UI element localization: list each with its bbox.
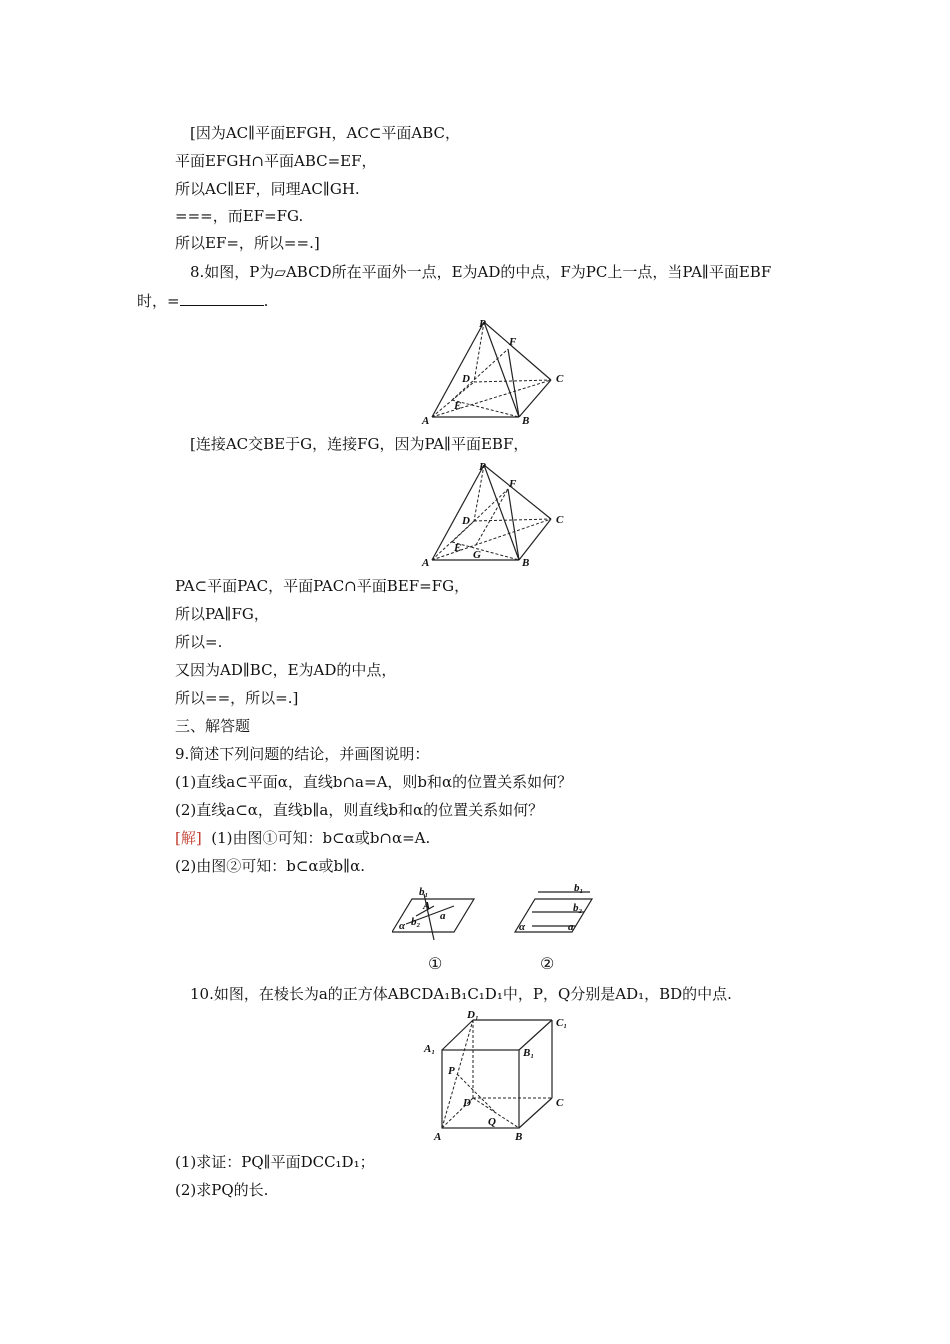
label-G: G (473, 549, 481, 561)
section-heading: 三、解答题 (175, 717, 251, 735)
text-line: 又因为AD∥BC，E为AD的中点， (175, 661, 397, 679)
label-P: P (479, 318, 486, 330)
question-10-part-2: (2)求PQ的长. (175, 1181, 269, 1199)
label-B1: B₁ (523, 1047, 535, 1059)
label-A: A (434, 1131, 442, 1142)
label-D: D (462, 515, 470, 527)
label-alpha: α (519, 921, 526, 933)
label-b2: b₂ (573, 902, 583, 914)
question-9-part-1: (1)直线a⊂平面α，直线b∩a=A，则b和α的位置关系如何？ (175, 773, 573, 791)
text-line: [连接AC交BE于G，连接FG，因为PA∥平面EBF， (190, 435, 529, 453)
answer-blank (180, 291, 264, 306)
label-F: F (509, 336, 517, 348)
plane-figure-1 (392, 884, 482, 974)
label-B: B (522, 415, 530, 427)
label-a: a (568, 921, 574, 933)
plane-figure-2 (510, 884, 600, 974)
label-C: C (556, 1097, 564, 1109)
figure-number: ② (540, 956, 555, 973)
label-A: A (423, 900, 431, 912)
text-line: 所以AC∥EF，同理AC∥GH. (175, 180, 360, 198)
label-F: F (509, 478, 517, 490)
text-line: (2)由图②可知：b⊂α或b∥α. (175, 857, 365, 875)
text-line: [因为AC∥平面EFGH，AC⊂平面ABC， (190, 124, 461, 142)
question-8-cont (137, 291, 268, 311)
question-9-part-2: (2)直线a⊂α，直线b∥a，则直线b和α的位置关系如何？ (175, 801, 544, 819)
label-B: B (515, 1131, 523, 1142)
label-b2: b₂ (411, 916, 421, 928)
label-alpha: α (399, 920, 406, 932)
label-Q: Q (488, 1116, 496, 1128)
label-C1: C₁ (556, 1017, 568, 1029)
label-E: E (454, 542, 462, 554)
text-line: ===，而EF=FG. (175, 207, 304, 225)
cube-figure (420, 1010, 580, 1142)
label-D: D (463, 1097, 471, 1109)
label-b1: b₁ (574, 884, 584, 894)
answer-text: (1)由图①可知：b⊂α或b∩α=A. (211, 829, 431, 847)
label-D: D (462, 373, 470, 385)
label-A1: A₁ (424, 1043, 436, 1055)
label-P: P (479, 461, 486, 473)
label-C: C (556, 514, 564, 526)
text-line: 所以EF=，所以==.] (175, 234, 320, 252)
answer-line (175, 828, 430, 848)
text-line: 所以=. (175, 633, 223, 651)
text-line: 所以==，所以=.] (175, 689, 299, 707)
question-8: 8.如图，P为▱ABCD所在平面外一点，E为AD的中点，F为PC上一点，当PA∥平面EBF (190, 263, 772, 281)
figure-number: ① (428, 956, 443, 973)
label-A: A (422, 557, 430, 569)
pyramid-figure-1 (418, 314, 578, 430)
label-b1: b₁ (419, 886, 429, 898)
label-E: E (454, 400, 462, 412)
answer-tag: [解] (175, 829, 202, 847)
question-10-part-1: (1)求证：PQ∥平面DCC₁D₁； (175, 1153, 375, 1171)
question-8-end: . (263, 292, 269, 310)
text-line: PA⊂平面PAC，平面PAC∩平面BEF=FG， (175, 577, 470, 595)
text-line: 所以PA∥FG， (175, 605, 269, 623)
label-D1: D₁ (467, 1010, 479, 1021)
label-B: B (522, 557, 530, 569)
label-P: P (448, 1065, 455, 1077)
question-9: 9.简述下列问题的结论，并画图说明： (175, 745, 430, 763)
label-A: A (422, 415, 430, 427)
question-10: 10.如图，在棱长为a的正方体ABCDA₁B₁C₁D₁中，P，Q分别是AD₁，BD的中点. (190, 985, 732, 1003)
label-a: a (440, 910, 446, 922)
label-C: C (556, 373, 564, 385)
pyramid-figure-2 (418, 457, 578, 573)
question-8-prefix: 时，= (137, 292, 180, 310)
text-line: 平面EFGH∩平面ABC=EF， (175, 152, 377, 170)
